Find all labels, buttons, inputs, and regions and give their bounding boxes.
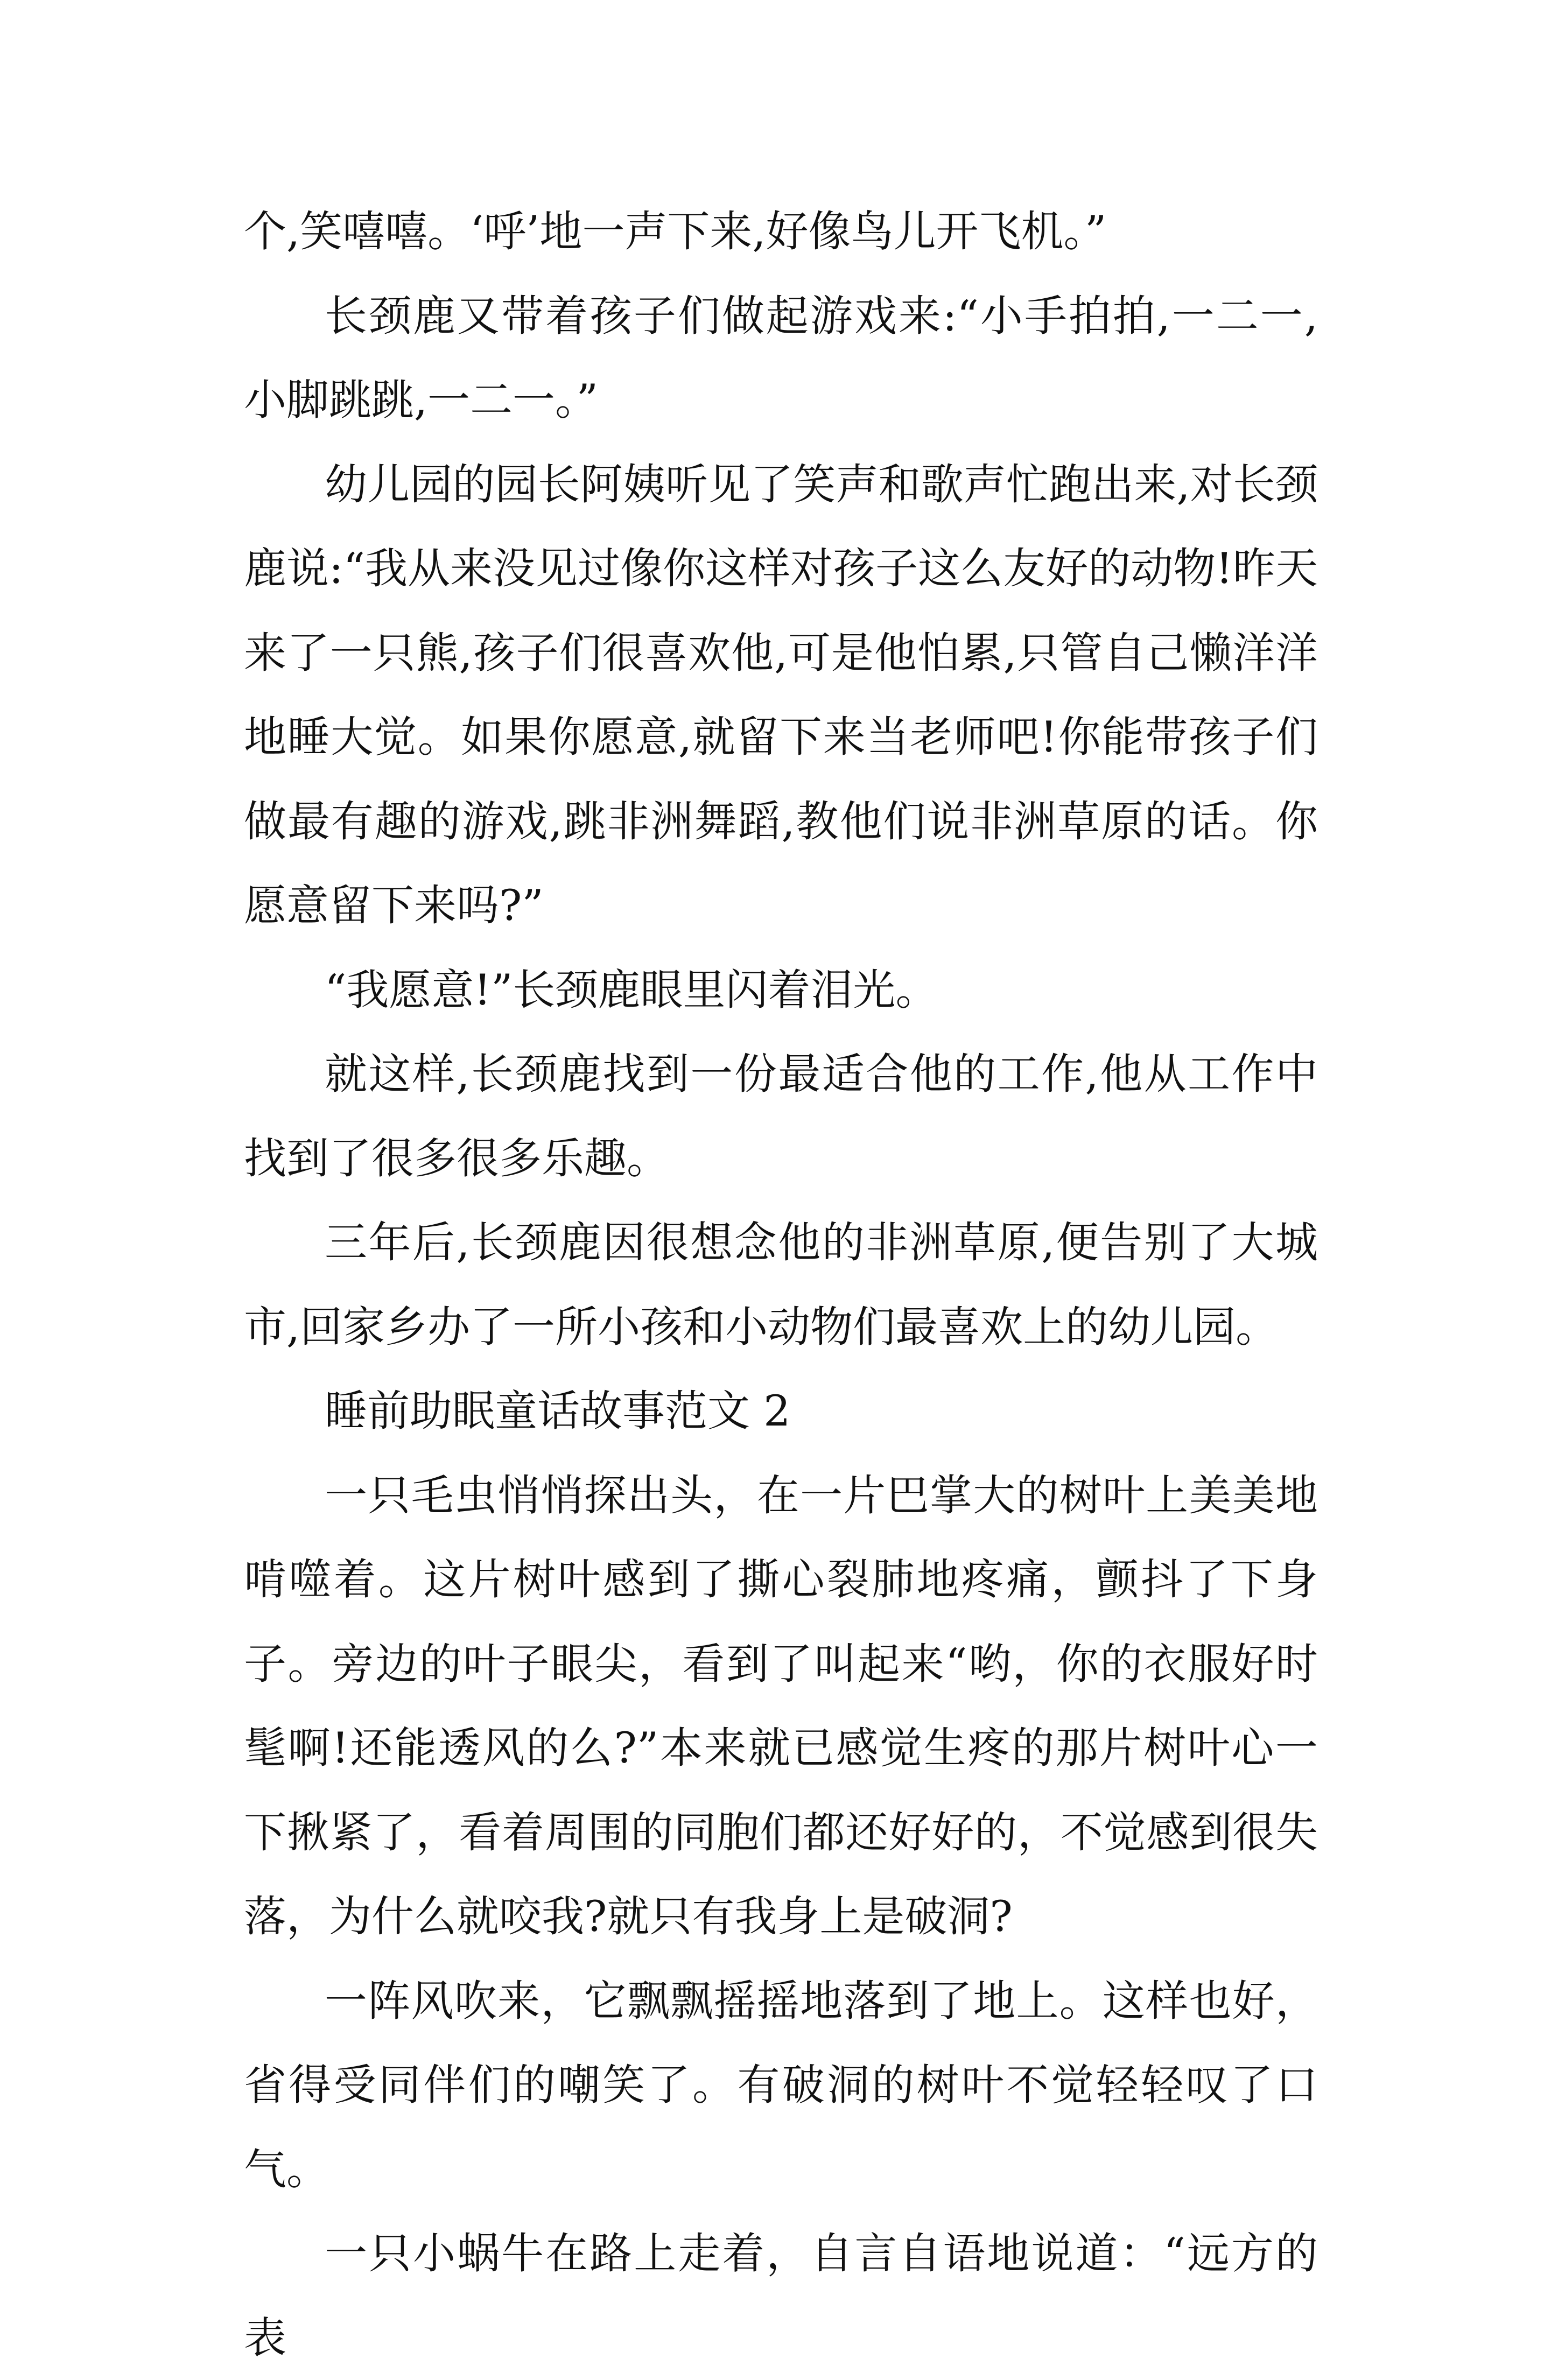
section-heading: 睡前助眠童话故事范文 2	[325, 1386, 791, 1436]
paragraph: 幼儿园的园长阿姨听见了笑声和歌声忙跑出来,对长颈鹿说:“我从来没见过像你这样对孩子这么友好的动物!昨天来了一只熊,孩子们很喜欢他,可是他怕累,只管自己懒洋洋地睡大觉。如果你愿意,就留下来当老师吧!你能带孩子们做最有趣的游戏,跳非洲舞蹈,教他们说非洲草原的话。你愿意留下来吗?”	[244, 459, 1318, 930]
paragraph: 一只毛虫悄悄探出头，在一片巴掌大的树叶上美美地啃噬着。这片树叶感到了撕心裂肺地疼痛，颤抖了下身子。旁边的叶子眼尖，看到了叫起来“哟，你的衣服好时髦啊!还能透风的么?”本来就已感觉生疼的那片树叶心一下揪紧了，看着周围的同胞们都还好好的，不觉感到很失落，为什么就咬我?就只有我身上是破洞?	[244, 1470, 1318, 1941]
paragraph: 就这样,长颈鹿找到一份最适合他的工作,他从工作中找到了很多很多乐趣。	[244, 1049, 1318, 1183]
paragraph-continuation: 个,笑嘻嘻。‘呼’地一声下来,好像鸟儿开飞机。”	[244, 207, 1107, 256]
story-text	[244, 189, 1318, 2380]
paragraph: 一阵风吹来，它飘飘摇摇地落到了地上。这样也好，省得受同伴们的嘲笑了。有破洞的树叶不觉轻轻叹了口气。	[244, 1976, 1318, 2194]
paragraph: 一只小蜗牛在路上走着，自言自语地说道：“远方的表	[244, 2229, 1318, 2363]
paragraph: 三年后,长颈鹿因很想念他的非洲草原,便告别了大城市,回家乡办了一所小孩和小动物们最喜欢上的幼儿园。	[244, 1218, 1318, 1352]
paragraph: “我愿意!”长颈鹿眼里闪着泪光。	[325, 965, 938, 1015]
paragraph: 长颈鹿又带着孩子们做起游戏来:“小手拍拍,一二一,小脚跳跳,一二一。”	[244, 291, 1318, 425]
